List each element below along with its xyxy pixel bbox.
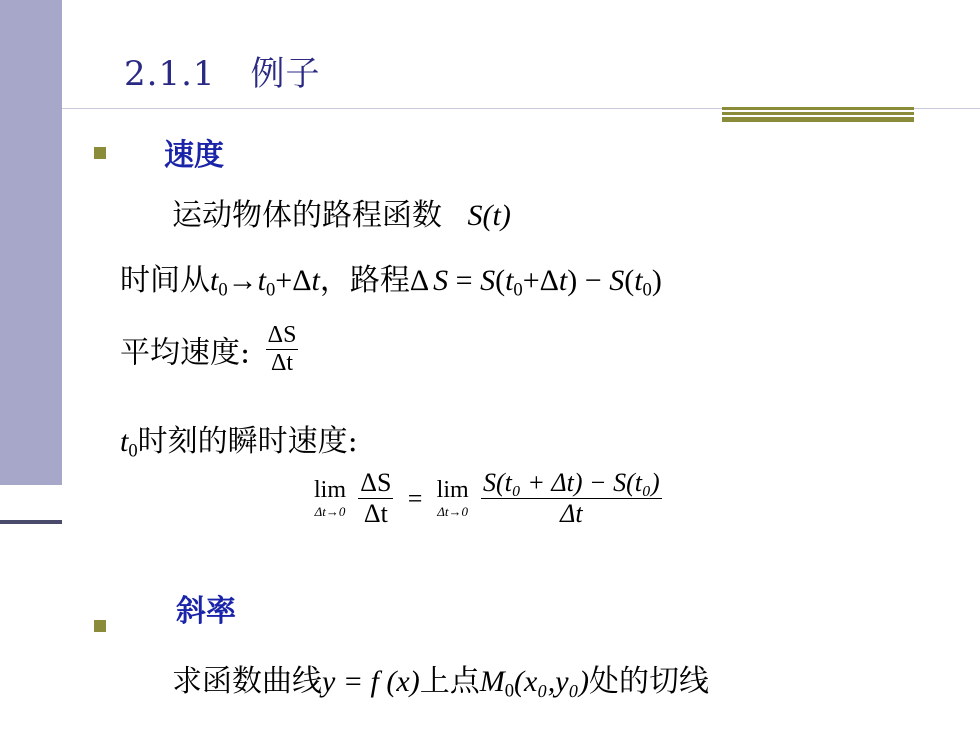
lim-under: Δt→0 xyxy=(314,504,346,519)
avg-label: 平均速度: xyxy=(120,335,251,371)
minus-symbol: − xyxy=(577,264,610,297)
left-sidebar-band xyxy=(0,0,62,485)
t0-var: t xyxy=(634,264,643,297)
avg-fraction xyxy=(266,322,299,377)
lim-right-num: S(t₀ + Δt) − S(t₀) xyxy=(482,468,660,497)
t0-var: t xyxy=(120,425,129,458)
path-func: S(t) xyxy=(467,199,511,232)
t0-var: t xyxy=(210,264,219,297)
average-speed-line xyxy=(120,322,298,377)
path-label: ，路程 xyxy=(319,263,410,298)
delta-symbol: Δ xyxy=(292,264,312,297)
subscript-0: 0 xyxy=(504,680,514,702)
lim-word: lim xyxy=(436,477,469,503)
avg-numerator: ΔS xyxy=(267,322,297,348)
instant-speed-line xyxy=(120,416,358,463)
subscript-0: 0 xyxy=(218,279,228,301)
slope-prefix: 求函数曲线 xyxy=(172,664,322,699)
lim-left-num: ΔS xyxy=(360,468,392,497)
S-var: S xyxy=(480,264,496,297)
S-var: S xyxy=(433,264,449,297)
paren-open: ( xyxy=(624,264,635,297)
plus-symbol: + xyxy=(522,264,540,297)
subscript-0: 0 xyxy=(128,440,138,462)
lim-left-fraction xyxy=(358,468,393,529)
lim-left xyxy=(314,477,346,520)
limit-formula xyxy=(314,468,662,529)
t0-var: t xyxy=(257,264,266,297)
section-heading-speed: 速度 xyxy=(164,138,224,173)
S-var: S xyxy=(609,264,625,297)
section-heading-slope: 斜率 xyxy=(176,594,236,629)
slope-suffix: 处的切线 xyxy=(588,664,709,699)
lim-right-fraction xyxy=(481,468,662,529)
lim-right xyxy=(437,477,469,520)
M-var: M xyxy=(479,665,505,698)
point-coords: (x₀,y₀) xyxy=(514,665,589,698)
subscript-0: 0 xyxy=(265,279,276,301)
avg-denominator: Δt xyxy=(270,350,294,376)
t-var: t xyxy=(558,264,568,297)
slide-title: 2.1.1 例子 xyxy=(124,54,321,94)
inst-label: 时刻的瞬时速度: xyxy=(137,424,358,459)
sidebar-divider xyxy=(0,520,62,524)
lim-left-den: Δt xyxy=(363,499,388,528)
slope-mid: 上点 xyxy=(419,664,480,699)
path-function-line xyxy=(172,190,511,234)
path-text: 运动物体的路程函数 xyxy=(172,198,442,233)
accent-stripes xyxy=(722,107,914,124)
paren-close: ) xyxy=(567,264,578,297)
t0-var: t xyxy=(505,264,514,297)
paren-close: ) xyxy=(651,264,662,297)
lim-under: Δt→0 xyxy=(437,504,469,519)
delta-symbol: Δ xyxy=(409,264,430,297)
interval-prefix: 时间从 xyxy=(120,263,210,298)
tangent-line-text xyxy=(172,656,709,703)
equals-symbol: = xyxy=(448,264,481,297)
delta-symbol: Δ xyxy=(539,264,559,297)
plus-symbol: + xyxy=(275,264,293,297)
paren-open: ( xyxy=(495,264,506,297)
bullet-square-icon xyxy=(94,620,106,632)
arrow-symbol: → xyxy=(227,264,258,297)
bullet-square-icon xyxy=(94,147,106,159)
function-eqn: y = f (x) xyxy=(322,665,420,698)
interval-line xyxy=(120,255,662,302)
subscript-0: 0 xyxy=(513,279,523,301)
subscript-0: 0 xyxy=(642,279,652,301)
lim-word: lim xyxy=(314,477,347,503)
lim-equals: = xyxy=(407,483,423,513)
lim-right-den: Δt xyxy=(560,499,583,528)
t-var: t xyxy=(311,264,320,297)
